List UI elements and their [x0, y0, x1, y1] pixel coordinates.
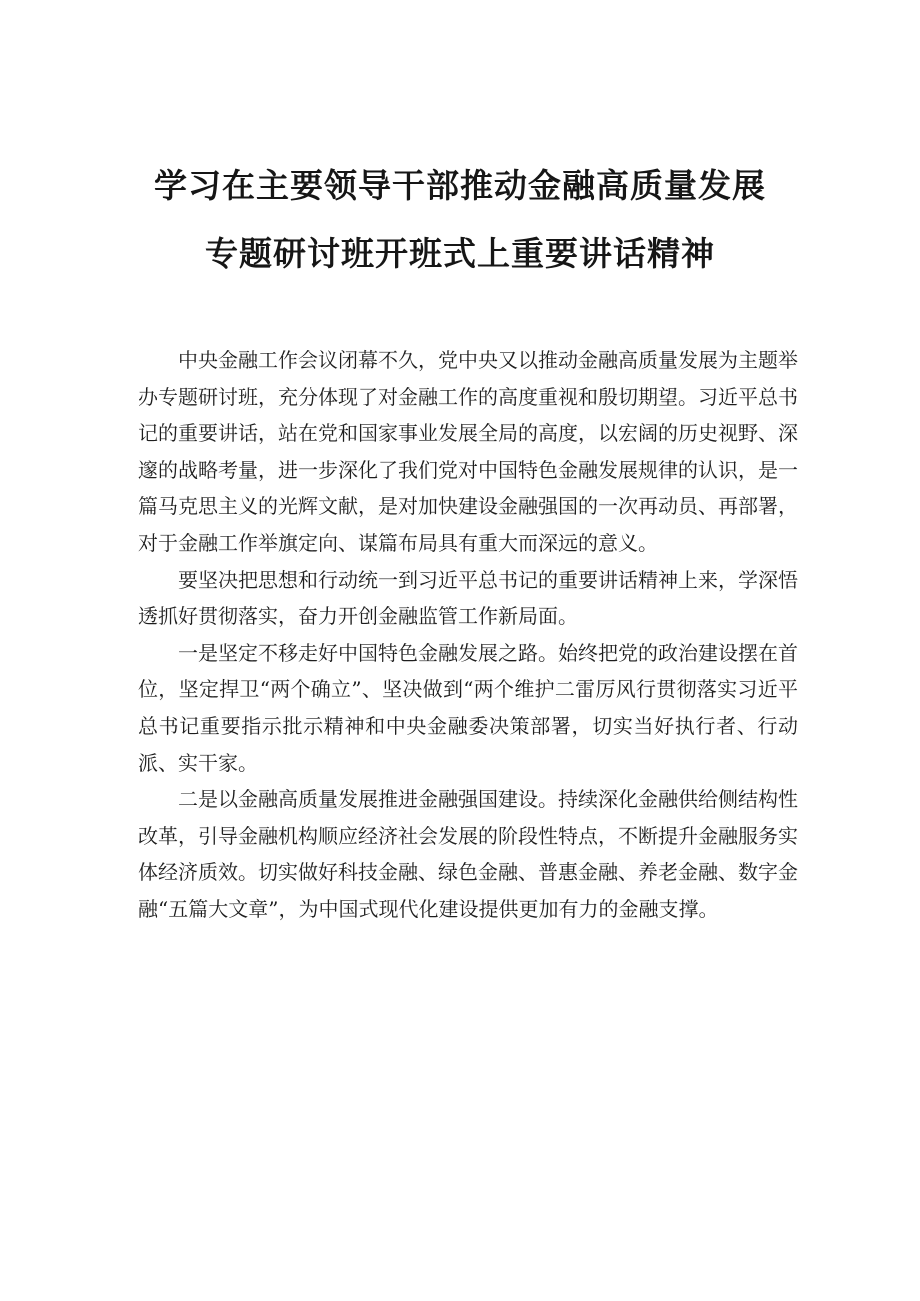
- paragraph-4: 二是以金融高质量发展推进金融强国建设。持续深化金融供给侧结构性改革，引导金融机构顺应经济社会发展的阶段性特点，不断提升金融服务实体经济质效。切实做好科技金融、绿色金融、普惠金融、养老金融、数字金融“五篇大文章”，为中国式现代化建设提供更加有力的金融支撑。: [138, 787, 798, 921]
- document-title-line-1: 学习在主要领导干部推动金融高质量发展: [154, 166, 766, 205]
- paragraph-1: 中央金融工作会议闭幕不久，党中央又以推动金融高质量发展为主题举办专题研讨班，充分体现了对金融工作的高度重视和殷切期望。习近平总书记的重要讲话，站在党和国家事业发展全局的高度，以宏阔的历史视野、深邃的战略考量，进一步深化了我们党对中国特色金融发展规律的认识，是一篇马克思主义的光辉文献，是对加快建设金融强国的一次再动员、再部署，对于金融工作举旗定向、谋篇布局具有重大而深远的意义。: [138, 348, 798, 555]
- paragraph-2: 要坚决把思想和行动统一到习近平总书记的重要讲话精神上来，学深悟透抓好贯彻落实，奋力开创金融监管工作新局面。: [138, 567, 798, 629]
- document-body: [138, 342, 798, 928]
- document-title-line-2: 专题研讨班开班式上重要讲话精神: [205, 234, 715, 273]
- paragraph-3: 一是坚定不移走好中国特色金融发展之路。始终把党的政治建设摆在首位，坚定捍卫“两个确立”、坚决做到“两个维护二雷厉风行贯彻落实习近平总书记重要指示批示精神和中央金融委决策部署，切实当好执行者、行动派、实干家。: [138, 640, 798, 775]
